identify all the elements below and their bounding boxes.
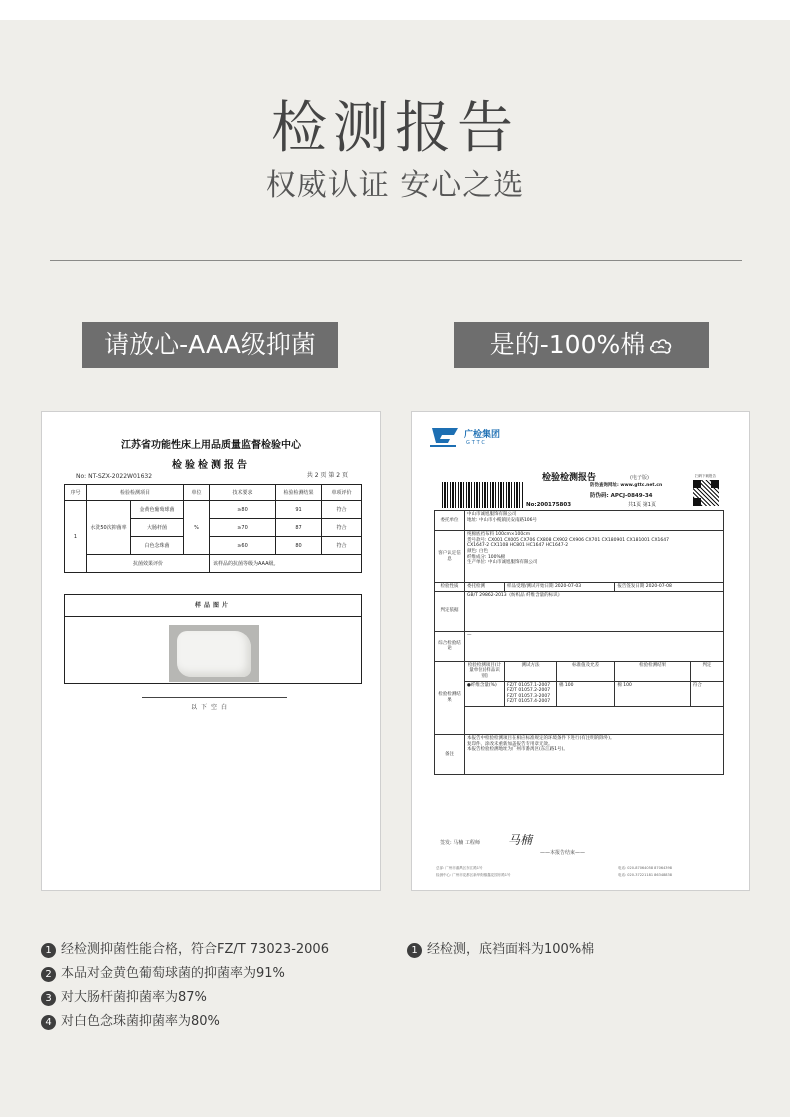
result: 91 <box>276 501 322 519</box>
col-header: 单位 <box>184 485 210 501</box>
antibacterial-report-image <box>41 411 381 891</box>
table-header-row <box>65 485 362 501</box>
row-value <box>465 531 724 583</box>
row-label: 综合检验结论 <box>435 631 465 661</box>
note-text: 对大肠杆菌抑菌率为87% <box>61 990 207 1005</box>
evaluation: 符合 <box>322 537 362 555</box>
report-title: 检验检测报告 <box>542 473 597 483</box>
summary-label: 抗菌效果评价 <box>87 555 210 573</box>
antibacterial-notes <box>41 938 329 1034</box>
report-page-info: 共1页 第1页 <box>628 502 656 508</box>
table-row <box>435 583 724 592</box>
requirement: ≥60 <box>210 537 276 555</box>
handwritten-signature: 马楠 <box>508 833 533 847</box>
blank-cell <box>465 707 724 735</box>
table-row <box>65 501 362 519</box>
result-method: FZ/T 01057.1-2007 FZ/T 01057.2-2007 FZ/T 01057.3-2007 FZ/T 01057.4-2007 <box>505 681 557 707</box>
requirement: ≥80 <box>210 501 276 519</box>
address-line: 检测中心: 广州市花都区新华街镇鑫花园东路1号 <box>436 873 511 877</box>
table-row <box>435 661 724 681</box>
qr-code <box>693 480 719 506</box>
fiber-content-report-image <box>411 411 750 891</box>
row-label: 检验性质 <box>435 583 465 592</box>
note-item <box>407 938 594 962</box>
signer: 签发: 马楠 工程师 <box>440 840 480 846</box>
report-title-note: (电子版) <box>630 475 649 481</box>
tag-antibacterial <box>82 322 338 368</box>
test-item: 白色念珠菌 <box>131 537 184 555</box>
tag-antibacterial-label: 请放心-AAA级抑菌 <box>104 330 316 359</box>
unit: % <box>184 501 210 555</box>
confirm-line: 生产单位: 中山市诚旭服饰有限公司 <box>467 560 538 566</box>
address-line: 总部: 广州市番禺区东江路1号 <box>436 866 483 870</box>
col-header: 检验检测结果 <box>615 661 691 681</box>
phone-line: 电话: 020-37221181 86348838 <box>618 873 672 877</box>
result: 80 <box>276 537 322 555</box>
remark-line: 本报告检验检测地址为广州市番禺区(东江路1号)。 <box>467 747 568 753</box>
report-heading: 江苏省功能性床上用品质量监督检验中心 <box>121 440 301 451</box>
group-label: 水洗50次抑菌率 <box>87 501 131 555</box>
result-item: ●纤维含量(%) <box>465 681 505 707</box>
test-item: 大肠杆菌 <box>131 519 184 537</box>
row-label: 委托单位 <box>435 511 465 531</box>
col-header: 测试方法 <box>505 661 557 681</box>
tag-cotton-label: 是的-100%棉 <box>489 330 646 359</box>
note-item <box>41 938 329 962</box>
row-label: 备注 <box>435 735 465 775</box>
confirm-line: 颜色: 白色 <box>467 548 488 554</box>
result-std: 棉 100 <box>557 681 615 707</box>
table-row <box>435 591 724 631</box>
col-header: 检验检测项目(计量单位)[样品识别] <box>465 661 505 681</box>
row-value <box>465 735 724 775</box>
sign-date-text: 报告签发日期 2020-07-08 <box>615 583 724 592</box>
table-row <box>435 631 724 661</box>
col-header: 技术要求 <box>210 485 276 501</box>
cotton-notes <box>407 938 594 962</box>
table-row <box>65 555 362 573</box>
note-item <box>41 986 329 1010</box>
note-text: 本品对金黄色葡萄球菌的抑菌率为91% <box>61 966 285 981</box>
logo-subtext: GTTC <box>466 440 487 446</box>
col-header: 检验检测结果 <box>276 485 322 501</box>
remark-line: 复印件、涂改未重新加盖报告专用章无效。 <box>467 741 553 747</box>
table-row <box>435 531 724 583</box>
evaluation: 符合 <box>322 501 362 519</box>
fabric-sample <box>177 631 251 677</box>
tag-cotton <box>454 322 709 368</box>
confirm-line: 纤维成分: 100%棉 <box>467 554 506 560</box>
confirm-line: 纯棉底裆布料 100cm×100cm <box>467 532 531 537</box>
col-header: 标准值及允差 <box>557 661 615 681</box>
divider <box>50 260 742 261</box>
row-label: 判定依据 <box>435 591 465 631</box>
number-badge: 2 <box>41 967 56 982</box>
note-text: 对白色念珠菌抑菌率为80% <box>61 1014 220 1029</box>
report-subheading: 检验检测报告 <box>172 460 250 471</box>
row-value <box>465 511 724 531</box>
fiber-report-table <box>434 510 724 775</box>
end-line <box>142 697 287 698</box>
remark-line: 本报告中检验检测项目在相应标准规定的环境条件下进行(有注明的除外)。 <box>467 736 615 741</box>
dates-text: 样品受理/测试开始日期 2020-07-03 <box>505 583 615 592</box>
col-header: 判定 <box>690 661 723 681</box>
test-item: 金黄色葡萄球菌 <box>131 501 184 519</box>
table-row <box>435 511 724 531</box>
confirm-line: CX1647-2 CX1108 HC801 HC1647 HC1647-2 <box>467 543 569 549</box>
gttc-logo-icon <box>428 426 460 448</box>
row-number: 1 <box>65 501 87 573</box>
row-value: GB/T 29862-2013《纺织品 纤维含量的标识》 <box>465 591 724 631</box>
anti-fake-code: 防伪码: APCJ-0849-34 <box>590 493 653 499</box>
client-name: 中山市诚旭服饰有限公司 <box>467 512 517 517</box>
sample-photo-label: 样品图片 <box>65 595 361 617</box>
report-page-info: 共 2 页 第 2 页 <box>306 472 348 479</box>
summary-value: 该样品的抗菌等级为AAA级。 <box>210 555 362 573</box>
top-strip <box>0 0 790 20</box>
result-value: 棉 100 <box>615 681 691 707</box>
result: 87 <box>276 519 322 537</box>
barcode <box>442 482 524 508</box>
note-text: 经检测抑菌性能合格，符合FZ/T 73023-2006 <box>61 942 329 957</box>
table-row <box>435 681 724 707</box>
note-text: 经检测，底裆面料为100%棉 <box>427 942 595 957</box>
row-label: 检验检测结果 <box>435 661 465 734</box>
antibacterial-results-table <box>64 484 362 573</box>
phone-line: 电话: 020-87064058 87064398 <box>618 866 672 870</box>
page-subtitle: 权威认证 安心之选 <box>265 168 525 203</box>
number-badge: 1 <box>41 943 56 958</box>
page-title: 检测报告 <box>271 96 519 161</box>
confirm-line: 货号款号: CX001 CX005 CX706 CX808 CX902 CX906 CX701 CX180901 CX181001 CX1647 <box>467 537 670 543</box>
col-header: 检验检测项目 <box>87 485 184 501</box>
table-row <box>435 735 724 775</box>
table-row <box>435 707 724 735</box>
report-number: No: NT-SZX-2022W01632 <box>76 473 153 480</box>
note-item <box>41 1010 329 1034</box>
row-value: 委托检测 <box>465 583 505 592</box>
end-text: ——本报告结束—— <box>540 850 586 856</box>
anti-fake-site: 防伪查询网址: www.gttc.net.cn <box>590 483 663 488</box>
end-text: 以下空白 <box>190 704 231 711</box>
requirement: ≥70 <box>210 519 276 537</box>
client-address: 地址: 中山市小榄镇民安南路106号 <box>467 517 538 523</box>
number-badge: 4 <box>41 1015 56 1030</box>
result-verdict: 符合 <box>690 681 723 707</box>
qr-label: 扫码下载报告 <box>695 474 716 478</box>
note-item <box>41 962 329 986</box>
number-badge: 3 <box>41 991 56 1006</box>
col-header: 单项评价 <box>322 485 362 501</box>
number-badge: 1 <box>407 943 422 958</box>
report-number: No:200175803 <box>526 502 572 508</box>
col-header: 序号 <box>65 485 87 501</box>
row-value: — <box>465 631 724 661</box>
sample-photo-box <box>64 594 362 684</box>
cotton-icon <box>649 336 673 356</box>
logo-text: 广检集团 <box>464 430 501 440</box>
evaluation: 符合 <box>322 519 362 537</box>
row-label: 客户认定信息 <box>435 531 465 583</box>
sample-photo <box>169 625 259 682</box>
